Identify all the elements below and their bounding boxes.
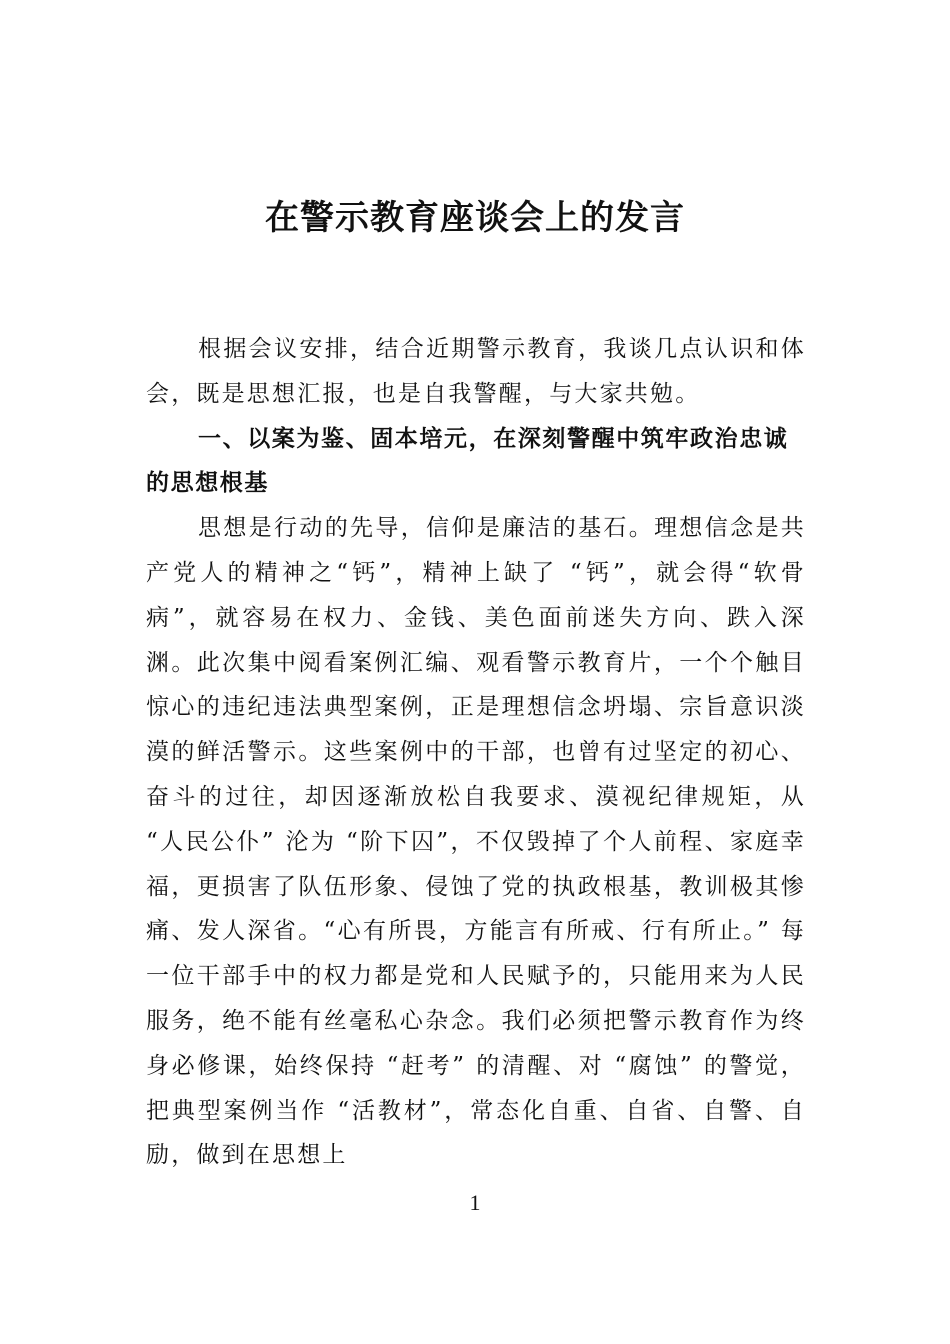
page-number: 1 (469, 1190, 481, 1215)
section-heading: 一、以案为鉴、固本培元，在深刻警醒中筑牢政治忠诚的思想根基 (146, 425, 789, 497)
section-paragraph: 思想是行动的先导，信仰是廉洁的基石。理想信念是共产党人的精神之“钙”，精神上缺了 “钙”，就会得“软骨病”，就容易在权力、金钱、美色面前迷失方向、跌入深渊。此次集中阅看案例汇编、观看警示教育片，一个个触目惊心的违纪违法典型案例，正是理想信念坍塌、宗旨意识淡漠的鲜活警示。这些案例中的干部，也曾有过坚定的初心、奋斗的过往，却因逐渐放松自我要求、漠视纪律规矩，从 “人民公仆” 沦为 “阶下囚”，不仅毁掉了个人前程、家庭幸福，更损害了队伍形象、侵蚀了党的执政根基，教训极其惨痛、发人深省。“心有所畏，方能言有所戒、行有所止。” 每一位干部手中的权力都是党和人民赋予的，只能用来为人民服务，绝不能有丝毫私心杂念。我们必须把警示教育作为终身必修课，始终保持 “赶考” 的清醒、对 “腐蚀” 的警觉，把典型案例当作 “活教材”，常态化自重、自省、自警、自励，做到在思想上 (146, 515, 806, 1169)
document-body (146, 327, 806, 1178)
document-title: 在警示教育座谈会上的发言 (265, 198, 685, 238)
intro-paragraph: 根据会议安排，结合近期警示教育，我谈几点认识和体会，既是思想汇报，也是自我警醒，与大家共勉。 (146, 336, 806, 407)
